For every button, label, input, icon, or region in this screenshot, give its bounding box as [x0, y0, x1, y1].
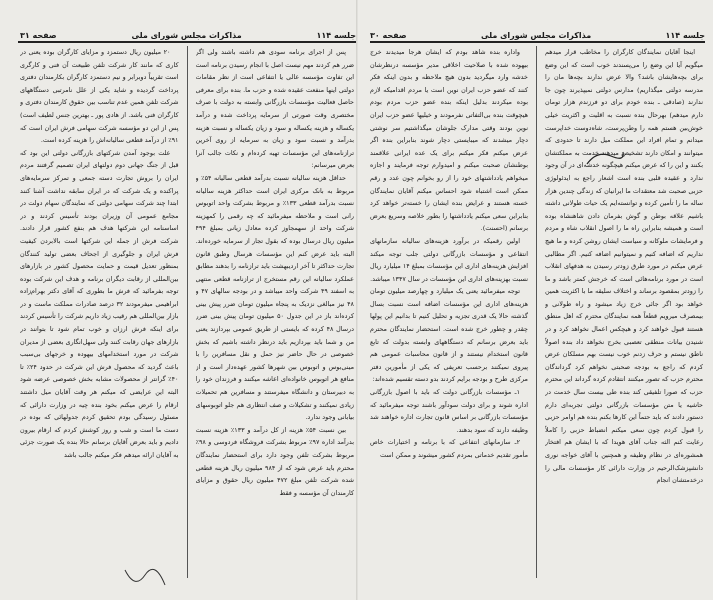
- paragraph: اولین رقمیکه در برآورد هزینه‌های سالیانه سازمانهای انتفاعی و مؤسسات بازرگانی دولتی جلب توجه میکند افزایش هزینه‌های اداری این مؤسسات بمبلغ ۱۴ میلیارد ریال نسبت بهزینه‌های اداری این مؤسسات در سال ۱۳۴۷ میباشد.: [370, 236, 528, 283]
- right-page: [360, 0, 713, 600]
- paragraph: ۱ـ مؤسسات بازرگانی دولت که باید با اصول بازرگانی اداره شوند و برای دولت سودآور باشند توجه میفرمائید که مؤسسات بازرگانی بر اساس قانون تجارت اداره خواهند شد وظیفه دارند که سود بدهند.: [370, 388, 528, 434]
- left-page-header: [20, 26, 356, 40]
- header-rule: [370, 41, 705, 43]
- text-column-right: [196, 46, 355, 578]
- header-rule: [18, 41, 356, 43]
- left-page-columns: [20, 46, 354, 578]
- paragraph: بین نسبت ۵۴٪ هزینه از کل درآمد و ۱۳۳٪ هزینه نسبت بدرآمد اداره ۹۷٪ مربوط بشرکت فروشگاه فردوسی و ۹۸٪ مربوط بشرکت تلفن وجود دارد برای استحضار نمایندگان محترم باید عرض شود که از ۹۸۴ میلیون ریال هزینه قطعی شده شرکت تلفن مبلغ ۴۷۲ میلیون ریال حقوق و مزایای کارمندان آن مؤسسه و فقط: [195, 425, 354, 497]
- page-number: صفحه ۳۰: [370, 31, 407, 40]
- running-title: مذاکرات مجلس شورای ملی: [131, 31, 242, 40]
- paragraph: اینجا آقایان نمایندگان کارگران را مخاطب قرار میدهم میگویم آیا این وضع را می‌پسندند خوب است که این وضع برای بچه‌هایشان باشد؟ والا عرض ندارند بچه‌ها مان را مدرسه دولتی میگذاریم) مدارس دولتی نمیپذیرند چون جا ندارند (صادقی ـ بنده خودم برای دو فرزندم هزار تومان دارم میدهم) بهرحال بنده نسبت به اقلیت و اکثریت خیلی خوش‌بین هستم همه را وطن‌پرست، شاه‌دوست خداپرست میدانم و تمام افراد این مملکت میل دارند تا حدودی که میتوانند و امکان دارند تشخیص میدهند خدمت به مملکتشان بکنند و این را که عرض میکنم هیچگونه خدشه‌ای در آن وجود ندارد و عقیده قلبی بنده است اشعار راجع به ایدئولوژی حزبی صحبت شد معتقدات ما ایرانیان که زندگی چندین هزار ساله ما را تأمین کرده و توانسته‌ایم یک حیات طولانی داشته باشیم علاقه بوطن و گوش بفرمان دادن شاهنشاه بوده است و همیشه بنابراین راه ما را اصول انقلاب شاه و مردم و فرمایشات ملوکانه و سیاست ایشان روشن کرده و ما هیچ نداریم که اضافه کنیم و نمیتوانیم اضافه کنیم. اگر مطالبی عرض میکنم در مورد طرق زودتر رسیدن به هدفهای انقلاب است در مورد برنامه‌هائی است که خرجش کمتر باشد و ما را زودتر بمقصود برساند و اختلاف سلیقه ما با اکثریت همین خواهد بود اگر جائی خرج زیاد میشود و راه طولانی و بیمصرف میرویم قطعاً همه نمایندگان محترم که اهل منطق هستند قبول خواهند کرد و هیچکس اعمال نخواهد کرد و در شنیدن بیانات منطقی تعصبی بخرج نخواهد داد بنده اصولاً ناطق نیستم و حرف زدنم خوب نیست بهم مسلکان عرض کردم که راجع به بودجه صحبتی نخواهم کرد گرداندگان محترم حزب که تصور میکنند انتقادم کرده گرداند این محترم حزب که صورا تلفیقی کند بنده طی بیست سال خدمت در حاشیه یا متن مؤسسات بازرگانی دولتی تجربه‌ای دارم دستور دادند که باید حتماً این کارها بکنم بنده هم اوامر حزبی را قبول کردم چون سعی میکنم انضباط حزبی را کاملاً رعایت کنم الثه جناب آقای هویدا که با ایشان هم افتخار همشوره‌ای در نظام وظیفه و همچنین با آقای خواجه نوری دانشپزشک‌الرحیم در وزارت دارائی کار مؤسسات مالی را درخدمتشان انجام: [545, 48, 703, 485]
- page-number: صفحه ۳۱: [20, 31, 57, 40]
- session-number: جلسه ۱۱۴: [316, 31, 356, 40]
- paragraph: ۲ـ سازمانهای انتفاعی که با برنامه و اختیارات خاص مأمور تقدیم خدماتی بمردم کشور میشوند و ممکن است: [370, 438, 528, 459]
- text-column-left: [20, 46, 179, 578]
- column-divider: [187, 46, 188, 578]
- text-column-right: [545, 46, 703, 578]
- paragraph: علت بوجود آمدن شرکتهای بازرگانی دولتی این بود که قبل از جنگ جهانی دوم دولتهای ایران تصمیم گرفتند مردم ایران را بروش تجارت دسته جمعی و تمرکز سرمایه‌های پراکنده و یک شرکت که در ایران سابقه نداشت آشنا کنند ابتدا چند شرکت سهامی دولتی که نمایندگان سهام دولت در مجامع عمومی آن وزیران بودند تأسیس کردند و در اساسنامه این شرکتها هدف هم بنفع کشور قرار دادند. شرکت فرش از جمله این شرکتها است بالابردن کیفیت فرش ایران و جلوگیری از اجحاف بعضی تولید کنندگان بمنظور تعدیل قیمت و حمایت محصول کشور در بازارهای بین‌المللی از رقابت دیگران برنامه و هدف این شرکت بوده توجه بفرمائید که فرش ما بطوری که آقای دکتر بهرام‌زاده ابراهیمی میفرمودند ۳۲ درصد صادرات مملکت ماست و در بازار بین‌المللی هم رقیب زیاد داریم شرکت را تأسیس کردند برای اینکه فرش ارزان و خوب تمام شود تا بتوانند در بازارهای جهان رقابت کنند ولی سهل‌انگاری بعضی از مدیران شرکت در مورد استخدامهای بیهوده و خرجهای بی‌سبب باعث گردید که محصول فرش این شرکت در حدود ۲۴٪ تا ۴۰٪ گرانتر از محصولات مشابه بخش خصوصی عرضه شود البته این عرایضی که میکنم هر وقت آقایان میل داشتند ارقام را عرض میکنم بخود بنده چیه در وزارت دارائی که مسئول رسیدگی بودم تحقیق کردم جدولهائی که بوده در دست ما است و شب و روز کوشش کردم که ارقام بیرون دادیم و باید بعرض آقایان برسانم حالا بنده یک صورت جزئی به آقایان ارائه میدهم فکر میکنم جالب باشد: [20, 148, 179, 459]
- session-number: جلسه ۱۱۴: [665, 31, 705, 40]
- paragraph: واداره بنده شاهد بودم که ایشان هرجا میدیدند خرج بیهوده شده با صلاحیت اخلاقی مدیر مؤسسه درنظرشان خدشه وارد میگردید بدون هیچ ملاحظه و بدون اینکه فکر کنند که عضو حزب ایران نوین است یا مردم اقدامیکه لازم بوده میکردند بدلیل اینکه بنده عضو حزب مردم بودم هیچوقت بنده بی‌التفاتی نفرمودند و خیلیها عضو حزب ایران نوین بودند وقتی مدارک جلوشان میگذاشتیم سر نوشتی دچار میشدند که میبایستی دچار شوند بنابراین بنده اگر عرض میکنم فکر میکنم برای یک عده ایرانی علاقمند بوطنشان صحبت میکنم و امیدوارم توجه فرمایند و اجازه میخواهم یادداشتهای خود را از رو بخوانم چون عدد و رقم ممکن است اشتباه شود احساس میکنم آقایان نمایندگان خسته هستند و عرایض بنده ایشان را خسته‌تر خواهد کرد بنابراین سعی میکنم یادداشتها را بطور خلاصه وسریع بعرض برسانم (احسنت).: [370, 48, 528, 233]
- paragraph: حداقل هزینه سالیانه نسبت بدرآمد قطعی سالیانه ۵۴٪ و مربوط به بانک مرکزی ایران است حداکثر هزینه سالیانه نسبت بدرآمد قطعی ۱۳۳٪ و مربوط بشرکت واحد اتوبوس رانی است و ملاحظه میفرمائید که چه رقمی را کمهزینه شرکت واحد از سهمجاوز کرده معادل زیانی بمبلغ ۴۹۴ میلیون ریال درسال بوده که بقول تجار از سرمایه خورده‌اند. البته باید عرض کنم این مؤسسات هرسال وطبق قانون تجارت حداکثر تا آخر اردیبهشت باید ترازنامه را بدهند مطابق عملکرد سالیانه این رقم مستخرج از ترازنامه قطعی منتهی به اسفند ۴۹ شرکت واحد میباشد و در بودجه سالهای ۴۷ و ۴۸ نیز مبالغی نزدیک به پنجاه میلیون تومان ضرر پیش بینی کرده‌اند باز در این جدول ۵۰ میلیون تومان پیش بینی ضرر درسال ۴۸ کرده که بایستی از طریق عمومی بپردازند یعنی من و شما باید بپردازیم باید درنظر داشته باشیم که بخش خصوصی در حال حاضر نیز حمل و نقل مسافرین را با مینی‌بوس و اتوبوس بین شهرها کشور عهده‌دار است و از منافع هر اتوبوس خانواده‌ای اعاشه میکنند و فرزندان خود را به دبیرستان و دانشگاه میفرستند و مسافرین هم تحمیلات زیادی نمیکنند و تشکیلات و صف انتظاری هم جلو اتوبوسهای بیابانی وجود ندارد.: [195, 173, 354, 422]
- running-title: مذاکرات مجلس شورای ملی: [480, 31, 592, 40]
- text-column-left: [370, 46, 528, 578]
- paragraph: توجه میفرمائید یعنی یک میلیارد و چهارصد میلیون تومان هزینه‌های اداری این مؤسسات اضافه است نسبت بسال گذشته حالا یک قدری تجزیه و تحلیل کنیم تا بدانیم این پولها چقدر و چطور خرج شده است. استحضار نمایندگان محترم باید بعرض برسانم که دستگاههای وابسته بدولت که تابع قانون استخدام نیستند و از قانون محاسبات عمومی هم پیروی نمیکنند برحسب تعریفی که یکی از مأمورین دفتر مرکزی طرح و بودجه برایم کردند بدو دسته تقسیم شده‌اند:: [370, 287, 528, 384]
- column-divider: [536, 46, 537, 578]
- right-page-header: [370, 26, 705, 40]
- right-page-columns: [370, 46, 703, 578]
- paragraph: ۲۰ میلیون ریال دستمزد و مزایای کارگران بوده یعنی در کاری که مانند کار شرکت تلفن طبیعت آن فنی و کارگری است تقریباً دوبرابر و نیم دستمزد کارگران بکارمندان دفتری پرداخت گردیده و شاید یکی از علل نامرتبی دستگاههای شرکت تلفن همین عدم تناسب بین حقوق کارمندان دفتری و کارگران فنی باشد. از هادی پور ـ بهترین جنس لطیف است) پس از این دو مؤسسه شرکت سهامی فرش ایران است که ۹۱٪ از درآمد قطعی سالیانه‌اش را هزینه کرده است.: [20, 48, 179, 145]
- paragraph: پس از اجرای برنامه سودی هم داشته باشند ولی اگر ضرر هم کردند مهم نیست اصل با انجام رسیدن برنامه است این تفاوت مؤسسه عالی یا انتفاعی است از نظر مقامات دولتی اینها منفعت عقیده شده و حزب ما. بنده برای معرفی حاصل فعالیت مؤسسات بازرگانی وابسته به دولت با صرف مختصری وقت صورتی از سرمایه پرداخت شده و درآمد یکساله و هزینه یکساله و سود و زیان یکساله و نسبت هزینه بدرآمد و نسبت سود و زیان به سرمایه از روی آخرین ترازنامه‌های این مؤسسات تهیه کرده‌ام و نکات جالب آنرا بعرض میرسانم:: [195, 48, 354, 170]
